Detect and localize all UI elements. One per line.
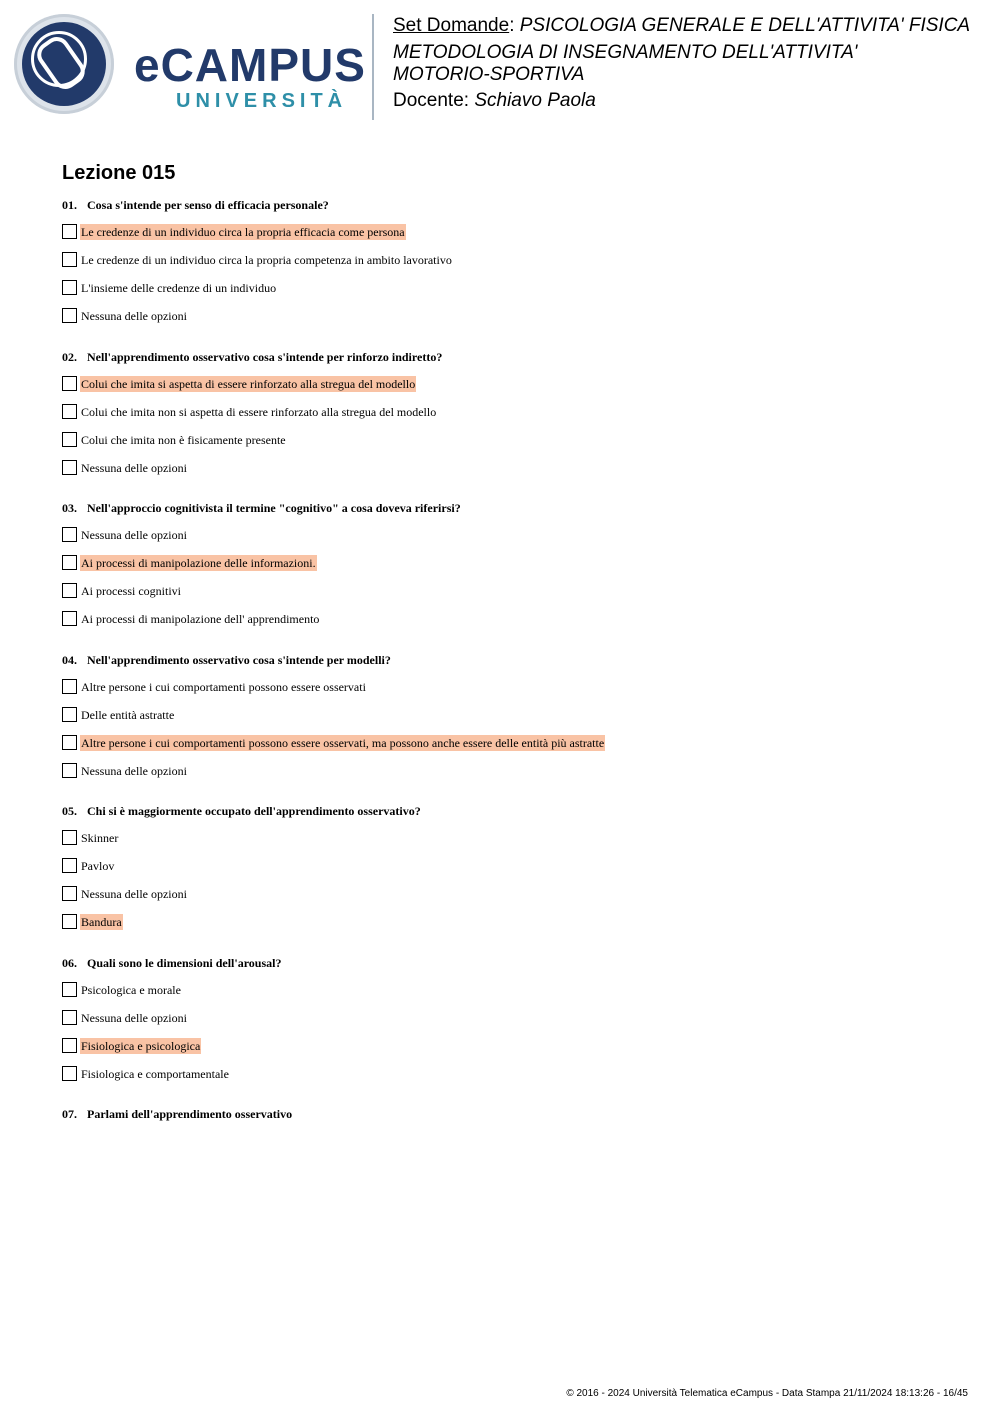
question-text: Nell'apprendimento osservativo cosa s'intende per rinforzo indiretto? [87, 350, 443, 364]
set-domande-line: Set Domande: PSICOLOGIA GENERALE E DELL'ATTIVITA' FISICA [393, 15, 971, 36]
answer-checkbox[interactable] [62, 707, 77, 722]
answer-label: Fisiologica e comportamentale [81, 1067, 229, 1081]
answer-label: Skinner [81, 831, 119, 845]
correct-answer-label: Ai processi di manipolazione delle informazioni. [81, 556, 316, 570]
question-number: 03. [62, 501, 77, 515]
ecampus-logo [14, 14, 366, 118]
correct-answer-label: Colui che imita si aspetta di essere rinforzato alla stregua del modello [81, 377, 416, 391]
answer-checkbox[interactable] [62, 432, 77, 447]
answer-checkbox[interactable] [62, 460, 77, 475]
ecampus-emblem-icon [14, 14, 114, 114]
answer-checkbox[interactable] [62, 224, 77, 239]
answer-label: Psicologica e morale [81, 983, 181, 997]
logo-wordmark: eCAMPUS [134, 39, 366, 91]
question-text: Nell'approccio cognitivista il termine "cognitivo" a cosa doveva riferirsi? [87, 501, 461, 515]
answer-checkbox[interactable] [62, 735, 77, 750]
question-1 [62, 197, 329, 213]
answer-checkbox[interactable] [62, 611, 77, 626]
question-number: 06. [62, 956, 77, 970]
course-name-1: PSICOLOGIA GENERALE E DELL'ATTIVITA' FISICA [519, 15, 971, 36]
question-text: Cosa s'intende per senso di efficacia personale? [87, 198, 329, 212]
question-number: 01. [62, 198, 77, 212]
answer-checkbox[interactable] [62, 914, 77, 929]
logo-subtitle: UNIVERSITÀ [176, 90, 348, 112]
question-number: 02. [62, 350, 77, 364]
page-header [0, 0, 1000, 130]
answer-checkbox[interactable] [62, 886, 77, 901]
answer-label: Ai processi cognitivi [81, 584, 181, 598]
question-7 [62, 1106, 292, 1122]
answer-label: Nessuna delle opzioni [81, 309, 187, 323]
answer-checkbox[interactable] [62, 404, 77, 419]
answer-label: Nessuna delle opzioni [81, 528, 187, 542]
question-text: Parlami dell'apprendimento osservativo [87, 1107, 293, 1121]
page-footer: © 2016 - 2024 Università Telematica eCampus - Data Stampa 21/11/2024 18:13:26 - 16/45 [566, 1388, 968, 1399]
answer-label: Nessuna delle opzioni [81, 1011, 187, 1025]
correct-answer-label: Altre persone i cui comportamenti possono essere osservati, ma possono anche essere delle entità più astratte [81, 736, 605, 750]
course-name-2: METODOLOGIA DI INSEGNAMENTO DELL'ATTIVITA' MOTORIO-SPORTIVA [393, 42, 858, 85]
question-text: Nell'apprendimento osservativo cosa s'intende per modelli? [87, 653, 391, 667]
answer-checkbox[interactable] [62, 763, 77, 778]
docente-label: Docente [393, 90, 464, 111]
answer-checkbox[interactable] [62, 858, 77, 873]
answer-label: L'insieme delle credenze di un individuo [81, 281, 277, 295]
header-divider [372, 14, 374, 120]
question-4 [62, 652, 391, 668]
question-number: 07. [62, 1107, 77, 1121]
answer-label: Le credenze di un individuo circa la propria competenza in ambito lavorativo [81, 253, 452, 267]
answer-label: Altre persone i cui comportamenti possono essere osservati [81, 680, 366, 694]
answer-checkbox[interactable] [62, 555, 77, 570]
answer-checkbox[interactable] [62, 527, 77, 542]
docente-name: Schiavo Paola [474, 90, 596, 111]
question-text: Chi si è maggiormente occupato dell'apprendimento osservativo? [87, 804, 421, 818]
answer-label: Colui che imita non è fisicamente presente [81, 433, 286, 447]
question-2 [62, 349, 442, 365]
answer-label: Pavlov [81, 859, 115, 873]
question-number: 05. [62, 804, 77, 818]
answer-checkbox[interactable] [62, 280, 77, 295]
answer-label: Nessuna delle opzioni [81, 461, 187, 475]
correct-answer-label: Le credenze di un individuo circa la propria efficacia come persona [81, 225, 405, 239]
correct-answer-label: Fisiologica e psicologica [81, 1039, 201, 1053]
set-domande-label: Set Domande [393, 15, 510, 36]
answer-checkbox[interactable] [62, 583, 77, 598]
answer-checkbox[interactable] [62, 1066, 77, 1081]
question-number: 04. [62, 653, 77, 667]
answer-checkbox[interactable] [62, 679, 77, 694]
answer-label: Nessuna delle opzioni [81, 887, 187, 901]
answer-checkbox[interactable] [62, 1010, 77, 1025]
docente-line: Docente: Schiavo Paola [393, 90, 596, 111]
answer-checkbox[interactable] [62, 252, 77, 267]
answer-checkbox[interactable] [62, 1038, 77, 1053]
answer-checkbox[interactable] [62, 982, 77, 997]
answer-label: Nessuna delle opzioni [81, 764, 187, 778]
question-5 [62, 803, 421, 819]
answer-checkbox[interactable] [62, 308, 77, 323]
answer-label: Delle entità astratte [81, 708, 175, 722]
answer-checkbox[interactable] [62, 376, 77, 391]
course-name-2-line [393, 42, 913, 86]
lesson-title: Lezione 015 [62, 162, 176, 184]
answer-checkbox[interactable] [62, 830, 77, 845]
question-6 [62, 955, 281, 971]
question-3 [62, 500, 461, 516]
question-text: Quali sono le dimensioni dell'arousal? [87, 956, 282, 970]
correct-answer-label: Bandura [81, 915, 122, 929]
answer-label: Colui che imita non si aspetta di essere rinforzato alla stregua del modello [81, 405, 437, 419]
answer-label: Ai processi di manipolazione dell' apprendimento [81, 612, 320, 626]
